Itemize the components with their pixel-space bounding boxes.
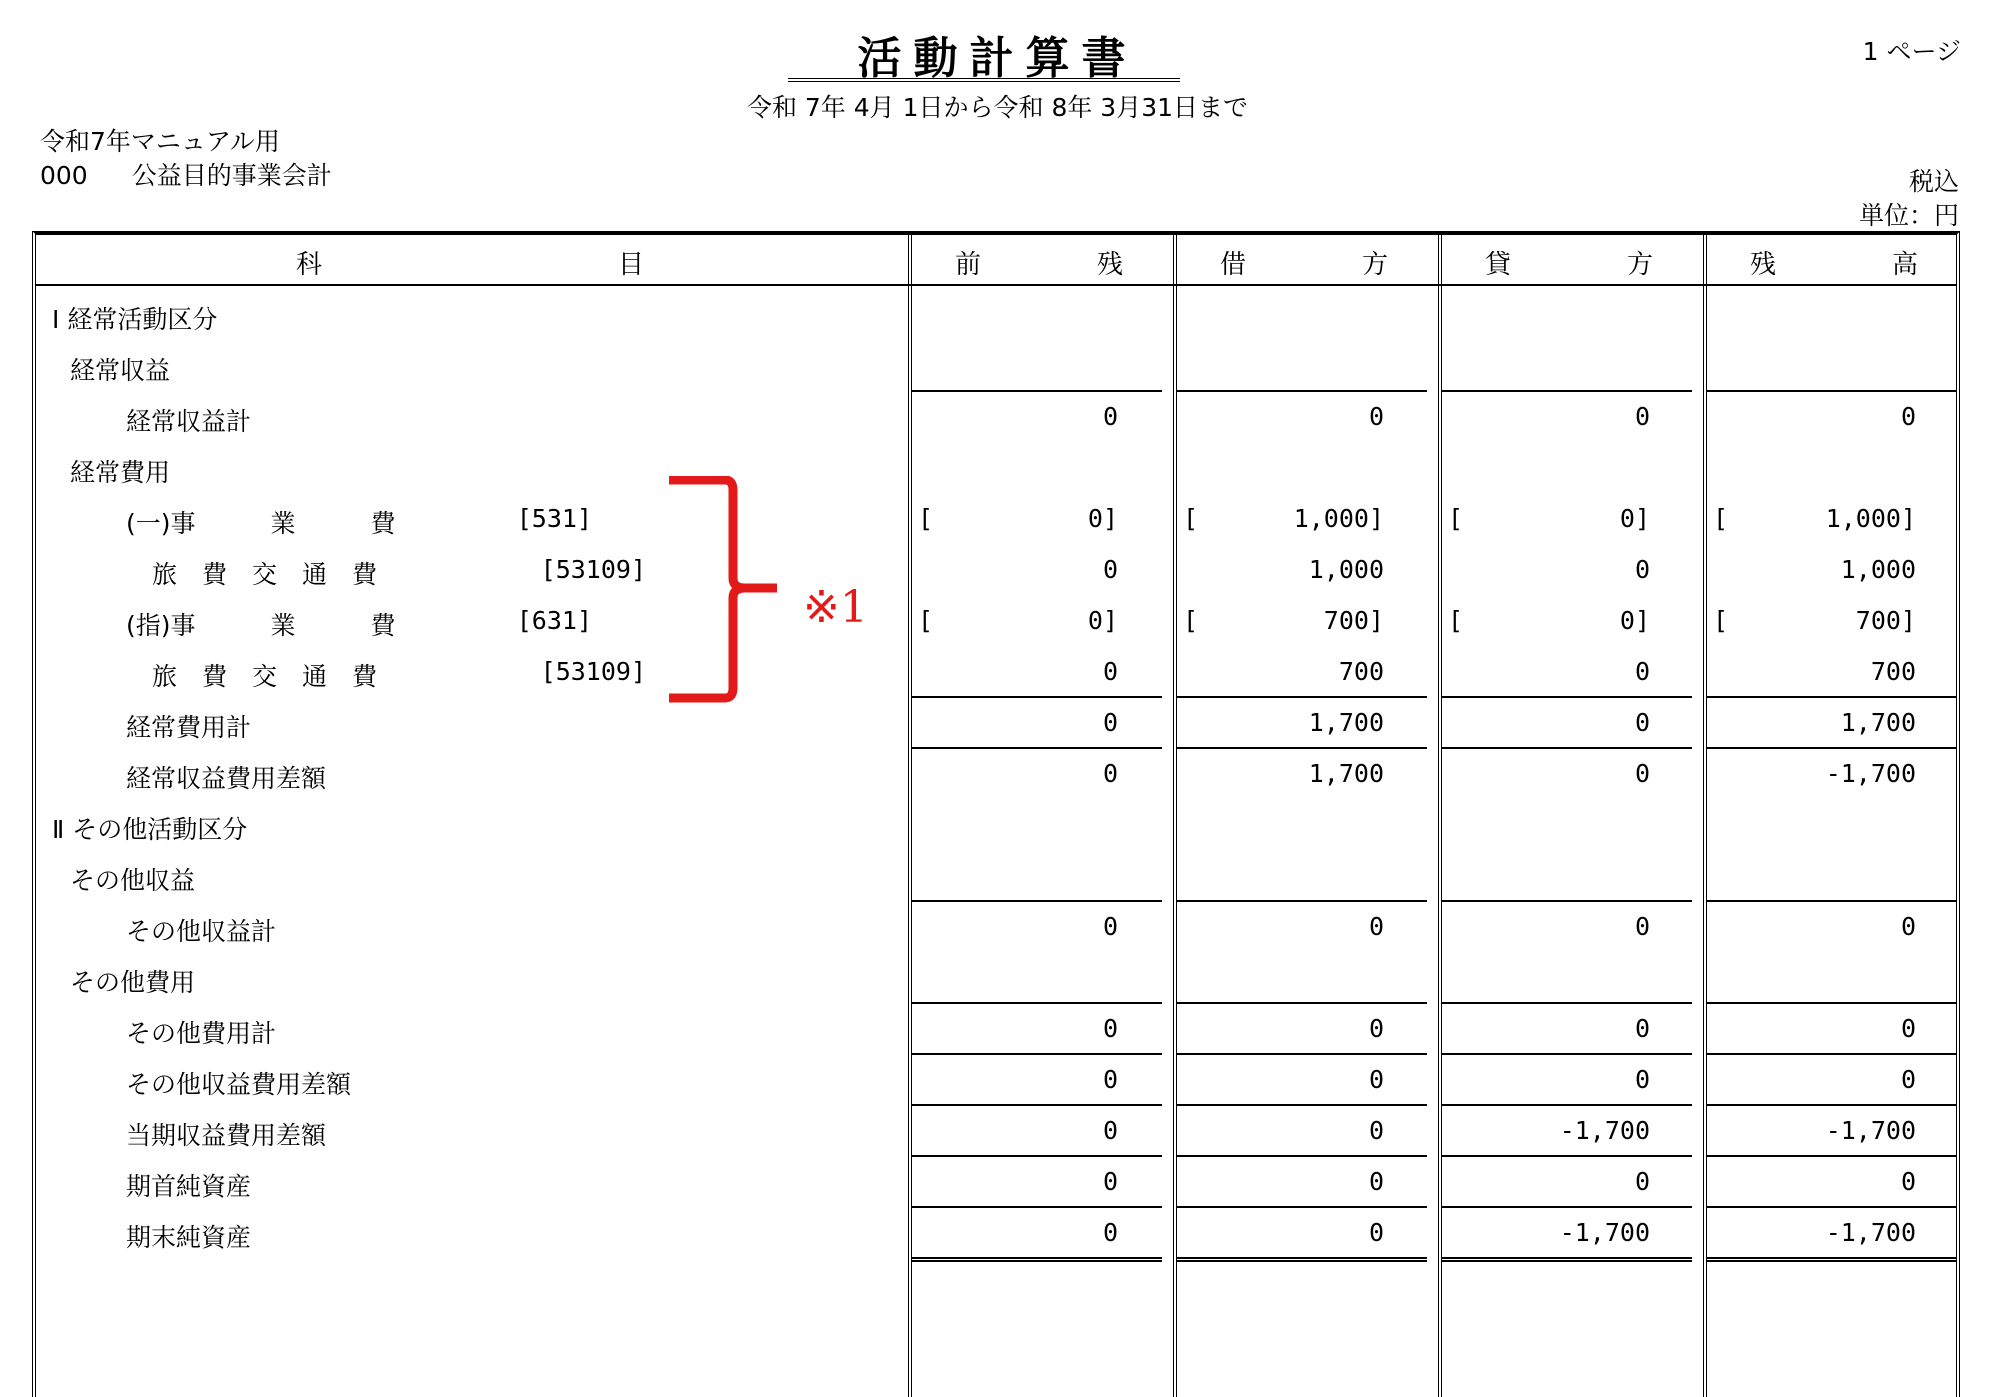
row-label: Ⅱ その他活動区分	[52, 815, 248, 844]
tax-mode: 税込	[1908, 167, 1959, 196]
amount-cell: 0	[1102, 912, 1118, 941]
amount-cell: 0	[1900, 912, 1916, 941]
amount-cell: 0	[1102, 1014, 1118, 1043]
account-code: [53109]	[540, 657, 646, 686]
amount-cell: 1,000]	[1293, 504, 1384, 533]
account-code: [631]	[516, 606, 592, 635]
row-label: 経常収益費用差額	[126, 764, 327, 793]
amount-cell: 0	[1368, 402, 1384, 431]
row-label: 当期収益費用差額	[126, 1121, 327, 1150]
account-code: [531]	[516, 504, 592, 533]
unit-label: 単位：円	[1858, 201, 1959, 230]
table-row	[36, 698, 1956, 749]
left-bracket: [	[1183, 606, 1199, 635]
table-row	[36, 902, 1956, 953]
table-row	[36, 800, 1956, 851]
header-prev-b: 残	[1097, 250, 1124, 280]
org-code: 000	[40, 161, 88, 190]
page-number: 1 ページ	[1862, 37, 1961, 66]
left-bracket: [	[1183, 504, 1199, 533]
brace-annotation-icon	[665, 476, 795, 706]
header-prev-a: 前	[955, 250, 982, 280]
table-row	[36, 1157, 1956, 1208]
row-label: (指)事 業 費	[126, 611, 396, 640]
amount-cell: 0	[1102, 555, 1118, 584]
amount-cell: 1,700	[1840, 708, 1916, 737]
amount-cell: -1,700	[1559, 1116, 1650, 1145]
total-rule	[1442, 1257, 1692, 1262]
amount-cell: 700	[1338, 657, 1384, 686]
amount-cell: 0	[1368, 912, 1384, 941]
row-label: 期末純資産	[126, 1223, 252, 1252]
table-row	[36, 1004, 1956, 1055]
amount-cell: 0	[1368, 1116, 1384, 1145]
amount-cell: 0	[1634, 555, 1650, 584]
row-label: その他費用計	[126, 1019, 277, 1048]
row-label: その他収益	[70, 866, 196, 895]
left-bracket: [	[1448, 606, 1464, 635]
header-balance-b: 高	[1892, 250, 1919, 280]
table-row	[36, 443, 1956, 494]
left-bracket: [	[918, 606, 934, 635]
amount-cell: 1,700	[1308, 708, 1384, 737]
amount-cell: 1,000	[1308, 555, 1384, 584]
amount-cell: 0	[1900, 1014, 1916, 1043]
table-row	[36, 392, 1956, 443]
left-bracket: [	[1713, 504, 1729, 533]
amount-cell: 0	[1102, 402, 1118, 431]
header-balance-a: 残	[1750, 250, 1777, 280]
organization-block	[40, 125, 332, 193]
amount-cell: 0	[1634, 708, 1650, 737]
header-debit-b: 方	[1362, 250, 1389, 280]
table-row	[36, 1208, 1956, 1259]
amount-cell: 0	[1634, 1014, 1650, 1043]
total-rule	[1177, 1257, 1427, 1262]
table-row	[36, 545, 1956, 596]
row-label: Ⅰ 経常活動区分	[52, 305, 218, 334]
header-credit-a: 貸	[1485, 250, 1512, 280]
row-label: その他収益費用差額	[126, 1070, 352, 1099]
table-row	[36, 749, 1956, 800]
amount-cell: 700]	[1323, 606, 1384, 635]
report-title: 活動計算書	[857, 33, 1138, 84]
amount-cell: 0	[1368, 1065, 1384, 1094]
amount-cell: 1,000	[1840, 555, 1916, 584]
header-subject-a: 科	[296, 250, 323, 280]
account-code: [53109]	[540, 555, 646, 584]
table-row	[36, 851, 1956, 902]
amount-cell: 0	[1368, 1014, 1384, 1043]
table-row	[36, 290, 1956, 341]
amount-cell: 0	[1368, 1218, 1384, 1247]
amount-cell: 0]	[1619, 606, 1650, 635]
row-label: その他収益計	[126, 917, 277, 946]
left-bracket: [	[1448, 504, 1464, 533]
amount-cell: 0	[1634, 912, 1650, 941]
row-label: 旅 費 交 通 費	[152, 560, 378, 589]
amount-cell: 0	[1634, 1167, 1650, 1196]
table-row	[36, 494, 1956, 545]
header-subject-b: 目	[618, 250, 645, 280]
amount-cell: 0	[1634, 759, 1650, 788]
amount-cell: 700	[1870, 657, 1916, 686]
row-label: 期首純資産	[126, 1172, 252, 1201]
left-bracket: [	[1713, 606, 1729, 635]
org-line1: 令和7年マニュアル用	[40, 127, 280, 156]
amount-cell: 0	[1102, 1065, 1118, 1094]
amount-cell: -1,700	[1825, 1218, 1916, 1247]
row-label: 経常費用	[70, 458, 171, 487]
amount-cell: 0	[1634, 1065, 1650, 1094]
row-label: 旅 費 交 通 費	[152, 662, 378, 691]
total-rule	[1707, 1257, 1957, 1262]
amount-cell: 0	[1368, 1167, 1384, 1196]
row-label: 経常費用計	[126, 713, 252, 742]
amount-cell: 0]	[1619, 504, 1650, 533]
table-row	[36, 341, 1956, 392]
row-label: 経常収益計	[126, 407, 252, 436]
amount-cell: 0	[1102, 657, 1118, 686]
amount-cell: 0	[1102, 1167, 1118, 1196]
title-underline	[788, 78, 1180, 82]
amount-cell: 0	[1900, 1167, 1916, 1196]
amount-cell: -1,700	[1825, 759, 1916, 788]
amount-cell: 0	[1102, 759, 1118, 788]
total-rule	[912, 1257, 1162, 1262]
table-row	[36, 953, 1956, 1004]
amount-cell: 0	[1634, 657, 1650, 686]
header-rule	[36, 284, 1956, 286]
note-marker: ※1	[803, 582, 868, 633]
org-name: 公益目的事業会計	[131, 161, 332, 190]
amount-cell: 0	[1102, 1218, 1118, 1247]
amount-cell: 0]	[1087, 504, 1118, 533]
amount-cell: 1,000]	[1825, 504, 1916, 533]
table-row	[36, 1106, 1956, 1157]
row-label: 経常収益	[70, 356, 171, 385]
table-row	[36, 596, 1956, 647]
amount-cell: 0]	[1087, 606, 1118, 635]
org-line2	[40, 159, 332, 193]
amount-cell: -1,700	[1825, 1116, 1916, 1145]
amount-cell: 0	[1102, 1116, 1118, 1145]
header-credit-b: 方	[1627, 250, 1654, 280]
amount-cell: 0	[1102, 708, 1118, 737]
amount-cell: 700]	[1855, 606, 1916, 635]
table-row	[36, 647, 1956, 698]
row-label: (一)事 業 費	[126, 509, 396, 538]
report-period: 令和 7年 4月 1日から令和 8年 3月31日まで	[746, 93, 1249, 122]
header-debit-a: 借	[1220, 250, 1247, 280]
amount-cell: 1,700	[1308, 759, 1384, 788]
table-row	[36, 1055, 1956, 1106]
left-bracket: [	[918, 504, 934, 533]
amount-cell: 0	[1900, 402, 1916, 431]
amount-cell: -1,700	[1559, 1218, 1650, 1247]
amount-cell: 0	[1900, 1065, 1916, 1094]
amount-cell: 0	[1634, 402, 1650, 431]
row-label: その他費用	[70, 968, 196, 997]
